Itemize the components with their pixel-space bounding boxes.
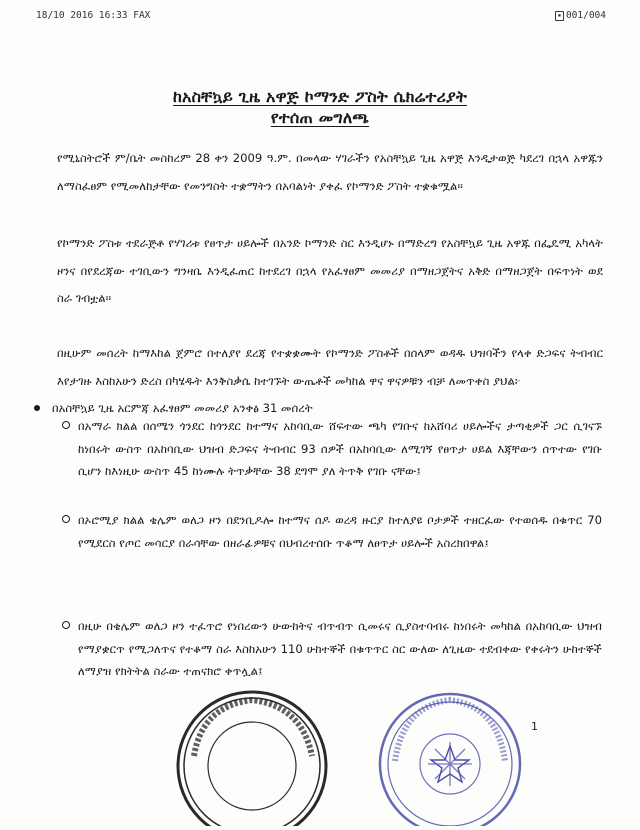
sub-item-1 xyxy=(62,415,602,483)
paragraph-3: በዚሁም መሰረት ከማእከል ጀምሮ በተለያየ ደረጃ የተቋቋሙት የኮማንድ ፖስቶች በሰላም ወዳዱ ህዝባችን የላቀ ድጋፍና ትብብር እየታገዙ እስከአሁን ድረስ በካሄዱት እንቅስቃሴ ከተገኙት ውጤቶች መካከል ዋና ዋናዎቹን ብቻ ለመጥቀስ ያህል፦ xyxy=(57,346,603,388)
paragraph-2: የኮማንድ ፖስቱ ተደራጅቶ የሃገሪቱ የፀጥታ ሀይሎች በአንድ ኮማንድ ስር እንዲሆኑ በማድረግ የአስቸኳይ ጊዜ አዋጁ በፌዴሚ አካላት ዞንና በየደረጃው ተገቢውን ግንዛቤ እንዲፈጠር ከተደረገ በኋላ የአፈፃፀም መመሪያ በማዘጋጀትና አቅድ በማዘጋጀት በፍጥነት ወደ ስራ ገብቷል፡፡ xyxy=(57,236,603,305)
page-number: 1 xyxy=(531,720,538,733)
title-line-1: ከአስቸኳይ ጊዜ አዋጅ ኮማንድ ፖስት ሴክሬተሪያት xyxy=(173,87,467,106)
circle-bullet-icon xyxy=(62,421,70,429)
fax-datetime: 18/10 2016 16:33 FAX xyxy=(36,10,151,21)
circle-bullet-icon xyxy=(62,621,70,629)
document-title xyxy=(0,86,640,128)
fax-page-counter-wrap xyxy=(555,10,606,21)
paragraph-1: የሚኒስትሮች ም/ቤት መስከረም 28 ቀን 2009 ዓ.ም. በመላው ሃገራችን የአስቸኳይ ጊዜ አዋጅ እንዲታወጅ ካደረገ በኋላ አዋጁን ለማስፈፀም የሚመለከታቸው የመንግስት ተቋማትን በአባልነት ያቀፈ የኮማንድ ፖስት ተቋቁሟል፡፡ xyxy=(57,151,603,193)
seal-right-icon xyxy=(375,686,525,826)
sub-item-text: በዚሁ በቄሌም ወለጋ ዞን ተፈጥሮ የነበረውን ሁውከትና ብጥብጥ ሲመሩና ሲያስተባብሩ ከነበሩት መካከል በአከባቢው ህዝብ የማያቋርጥ የሚጋለጥና የተቆማ ስራ እስከአሁን 110 ሁከተኞች በቁጥጥር ስር ውለው ለጊዜው ተደብቀው የቀሩትን ሁከተኞች ለማያዝ የክትትል ስራው ተጠናክሮ ቀጥሏል፤ xyxy=(78,619,602,678)
sub-item-2 xyxy=(62,509,602,554)
seal-left-icon xyxy=(172,686,332,826)
fax-header xyxy=(0,10,640,26)
fax-page-icon: ▪ xyxy=(555,11,564,21)
bullet-dot-icon xyxy=(34,405,40,411)
official-seal-left xyxy=(172,686,332,830)
circle-bullet-icon xyxy=(62,515,70,523)
official-seal-right xyxy=(375,686,525,830)
fax-page-counter: 001/004 xyxy=(565,10,606,21)
title-line-2: የተሰጠ መግለጫ xyxy=(270,108,370,127)
sub-item-text: በኦሮሚያ ክልል ቄሌም ወለጋ ዞን በደንቢዶሎ ከተማና ሰዶ ወረዳ ዙርያ ከተለያዩ ቦታዎች ተዘርፈው የተወሰዱ በቁጥር 70 የሚደርስ የጦር መሳርያ በራሳቸው በዘራፊዎቹና በህብረተሰቡ ጥቆማ ለፀጥታ ሀይሎች አስረክበዋል፤ xyxy=(78,513,602,550)
sub-item-text: በአማራ ክልል በሰሜን ጎንደር ከጎንደር ከተማና አከባቢው ሸፍተው ጫካ የገቡና ከአሸባሪ ሀይሎችና ታጣቂዎች ጋር ሲገናኙ ከነበሩት ውስጥ በአከባቢው ህዝብ ድጋፍና ትብብር 93 ሰዎች በአከባቢው ለሚገኝ የፀጥታ ሀይል እጃቸውን ሰጥተው የገቡ ሲሆን ከእነዚሁ ውስጥ 45 ከነሙሉ ትጥቃቸው 38 ደግሞ ያለ ትጥቅ የገቡ ናቸው፤ xyxy=(78,419,602,478)
bullet-text: በአስቸኳይ ጊዜ አርምጃ አፈፃፀም መመሪያ አንቀፅ 31 መሰረት xyxy=(52,401,313,415)
sub-item-3 xyxy=(62,615,602,683)
